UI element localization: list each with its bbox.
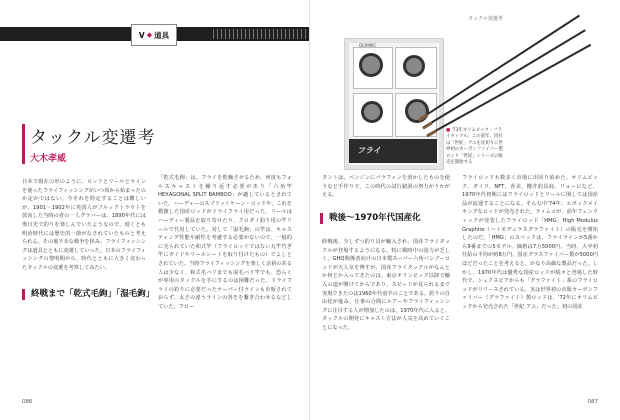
page-number-right: 087 bbox=[587, 399, 598, 405]
diamond-icon: ◆ bbox=[146, 31, 153, 39]
section-heading-left: 終戦まで「乾式毛鉤」「湿毛鉤」 bbox=[22, 289, 151, 300]
reel-icon bbox=[361, 101, 383, 123]
page-number-left: 086 bbox=[22, 399, 33, 405]
catalog-photo bbox=[344, 38, 444, 170]
title-accent-bar bbox=[22, 124, 25, 164]
body-paragraph: フライロッドも数多く市場に出回り始めた。オリムピック、ダイワ、NFT、香美、櫻井釣具商、リョービなど、1970年代初期にはフライロッドとリールに関しては国産品が流通することになる。そんな中'74年、エポックメイキングなロッドが発売された。ティムコが、前年フェンウィックが発表したフライロッド「HMG」High Modulus Graphite（ハイモデュラスグラファイト）の販売を開始したのだ。「HMG」のスペックは、フライラインが5番から9番までの5モデル、価格は7万5000円。当時、大卒初任給の平均が約8万円、国産グラスファイバー製が5000円ほどだったことを考えると、かなり高価な製品だった。しかし、1970年代は優秀な国産ロッドが続々と登場した時代で、シェクスピアからも「グラファイト」系のフライロッドがリリースされている。実は世界初の市販カーボンファイバー（グラファイト）製ロッドは、'72年にオリムピックから発売された「世紀 アユ」だった。初の国産 bbox=[462, 175, 598, 310]
body-paragraph: タントは、ベンジンにパラフィンを溶かしたものを使うなど手作りで、この時代の試行錯誤の努力がうかがえる。 bbox=[322, 175, 450, 199]
brand-logo-text: フライ bbox=[357, 146, 381, 155]
reel-icon bbox=[405, 99, 429, 123]
chapter-title: 道具 bbox=[154, 30, 170, 40]
body-paragraph: 「乾式毛鉤」は、フライを乾燥させるため、何度もフォルスキャストを繰り返す必要があり「六角竿 HEXAGONAL SPLIT BAMBOO」が適しているとされていた。ハーディーのスプリットケーン・ロッドや、これを模倣した国産ロッドがドライフライ用だった。リールはハーディー製品を取り寄せたり、クロダイ釣り用の竿リールで代用していた。対して「湿毛鉤」の竿は、キャスティング性能や耐性を考慮する必要がないので、一般的に売られていた和式竿（フライロッドではない丸竿竹ぎ竿にガイドやリールシートを取り付けたもの）でよしとされていた。当時フライフィッシングを楽しく余裕のある人は少なく、和式毛バリまでも湿毛バリ竿でも、恐らくが専用のタックルを手にするのは困難だった。ドライフライの釣りに必要だったテーパー付ラインも市販されておらず、太さの違うラインの各をを繋ぎ合わせるなどしていた。フロー bbox=[158, 175, 292, 310]
reel-icon bbox=[359, 53, 383, 77]
body-paragraph: 終戦後、少しずつ釣り具が輸入され、国産フライタックルが登場するようになる。特に戦時中の国力が乏しく、GHQ関係者向けの日本製スーパー六角バンブーロッドが大人気を博すが、国産フライタックルがなんとか何とか入ってきたのは、東京オリンピック以降で輸入の道が開けてからであり、スピードが見られるまで実現できたのは1960年代前半のことである。釣りの自由化が進み、仕事の合間にルアーやフライフィッシングに注目する人が増加したのは、1970年代に入ると、タックルの開発にキャスト方法が人気を高めていくことになった。 bbox=[322, 239, 450, 331]
running-head: タックル変遷考 bbox=[468, 16, 503, 22]
article-title: タックル変遷考 bbox=[30, 128, 156, 148]
body-column-left-2 bbox=[158, 174, 292, 392]
photo-caption bbox=[446, 128, 506, 166]
caption-text: '73年オリムピック・フライタックル。この前年、同社は「世紀」アユを皮切りに世界初のカーボンファイバー製ロッド「世紀」シリーズの販売を開始する bbox=[446, 128, 503, 166]
chapter-number: V bbox=[138, 30, 145, 40]
article-author: 大木孝威 bbox=[30, 154, 67, 164]
header-stripes bbox=[210, 29, 310, 39]
body-column-left-1 bbox=[22, 178, 146, 390]
body-column-right-1b bbox=[322, 238, 450, 392]
brand-small-label: OLYMPIC bbox=[359, 43, 377, 48]
chapter-label bbox=[131, 24, 177, 46]
section-heading-right: 戦後〜1970年代国産化 bbox=[320, 213, 449, 224]
body-paragraph: 日本で現在の形のように、ロッドとリールとラインを使ったフライフィッシングがいつ頃から始まったのか定かではない。今それを特定することは難しいが、1901〜1902年に英国人がブルックトラウトを放流した当時の者の一人グラバーは、1890年代には奥日光で釣りを楽しんでいたようなので、遅くとも明治時代には歴史的一節がなされていたものと考えられる。その後不幸な戦争を挟み、フライフィッシングは道具とともに変遷していった。日本のフライフィッシングの黎明期から、時代とともに大きく変わったタックルの変遷を考察してみたい。 bbox=[22, 179, 146, 271]
body-column-right-1 bbox=[322, 174, 450, 216]
reel-icon bbox=[403, 55, 425, 77]
caption-marker-icon: ■ bbox=[446, 128, 451, 133]
body-column-right-2 bbox=[462, 174, 598, 392]
